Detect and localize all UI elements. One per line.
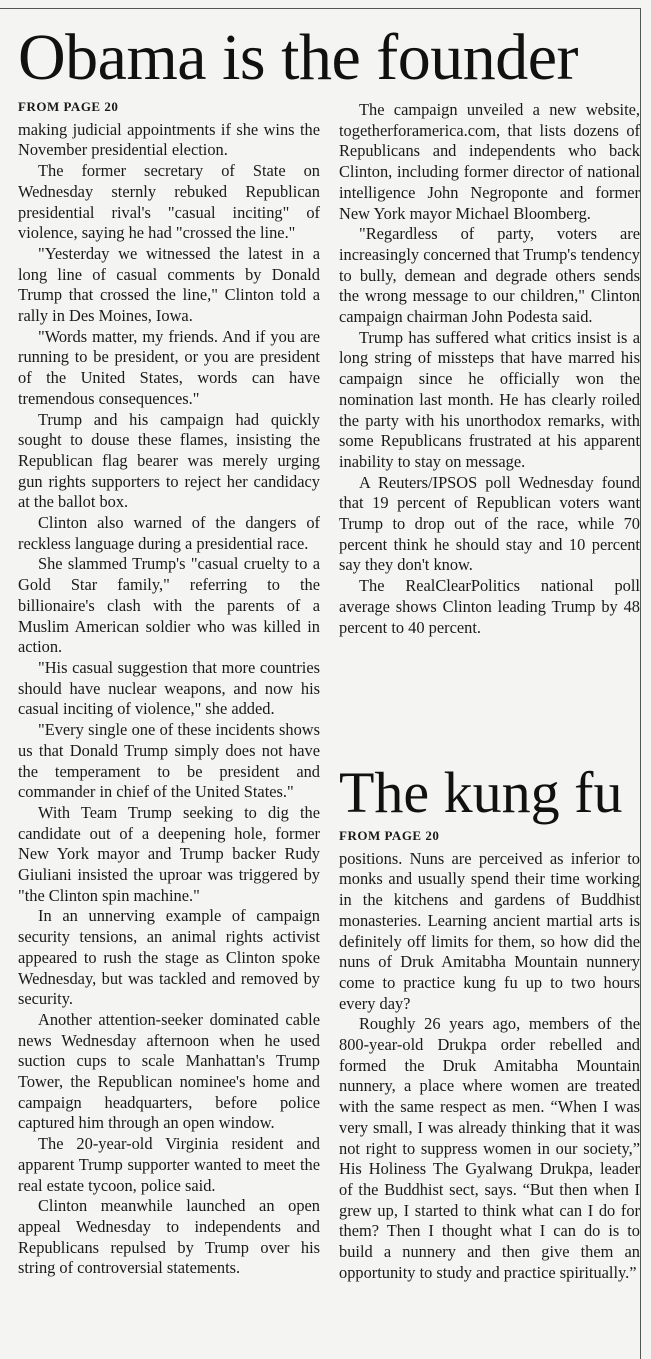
article1-paragraph: making judicial appointments if she wins the November presidential election.	[18, 119, 320, 160]
article1-paragraph: The former secretary of State on Wednesday sternly rebuked Republican presidential rival's "casual inciting" of violence, saying he had "crossed the line."	[18, 161, 320, 243]
article1-kicker: FROM PAGE 20	[18, 99, 119, 114]
article1-paragraph: Clinton also warned of the dangers of reckless language during a presidential race.	[18, 513, 320, 553]
article2-column	[339, 826, 640, 1352]
article1-paragraph: "Yesterday we witnessed the latest in a long line of casual comments by Donald Trump that crossed the line," Clinton told a rally in Des Moines, Iowa.	[18, 243, 320, 326]
article1-column-left	[18, 97, 320, 1352]
article1-column-right	[339, 100, 640, 814]
article1-paragraph: With Team Trump seeking to dig the candidate out of a deepening hole, former New York mayor and Trump backer Rudy Giuliani insisted the uproar was triggered by "the Clinton spin machine."	[18, 802, 320, 905]
article1-headline: Obama is the founder	[18, 21, 578, 94]
article2-kicker: FROM PAGE 20	[339, 828, 440, 843]
article1-paragraph: A Reuters/IPSOS poll Wednesday found that 19 percent of Republican voters want Trump to drop out of the race, while 70 percent think he should stay and 10 percent say they don't know.	[339, 472, 640, 575]
article1-paragraph: Trump has suffered what critics insist is a long string of missteps that have marred his campaign since he officially won the nomination last month. He has clearly roiled the party with his unorthodox remarks, with some Republicans frustrated at his apparent inability to stay on message.	[339, 327, 640, 471]
right-rule	[640, 8, 641, 1359]
article2-paragraph: positions. Nuns are perceived as inferior to monks and usually spend their time working in the kitchens and gardens of Buddhist monasteries. Learning ancient martial arts is definitely off limits for them, so how did the nuns of Druk Amitabha Mountain nunnery come to practice kung fu up to two hours every day?	[339, 848, 640, 1013]
article1-paragraph: Trump and his campaign had quickly sought to douse these flames, insisting the Republican flag bearer was merely urging gun rights supporters to reject her candidacy at the ballot box.	[18, 409, 320, 512]
article1-paragraph: She slammed Trump's "casual cruelty to a Gold Star family," referring to the billionaire's clash with the parents of a Muslim American soldier who was killed in action.	[18, 554, 320, 657]
article1-paragraph: "Words matter, my friends. And if you are running to be president, or you are president of the United States, words can have tremendous consequences."	[18, 326, 320, 408]
article1-paragraph: "Every single one of these incidents shows us that Donald Trump simply does not have the temperament to be president and commander in chief of the United States."	[18, 720, 320, 802]
article1-paragraph: "His casual suggestion that more countries should have nuclear weapons, and now his casual inciting of violence," she added.	[18, 657, 320, 719]
article1-paragraph: "Regardless of party, voters are increasingly concerned that Trump's tendency to bully, demean and degrade others sends the wrong message to our children," Clinton campaign chairman John Podesta said.	[339, 224, 640, 327]
article1-paragraph: The campaign unveiled a new website, togetherforamerica.com, that lists dozens of Republicans and independents who back Clinton, including former director of national intelligence John Negroponte and former New York mayor Michael Bloomberg.	[339, 100, 640, 223]
article1-paragraph: The 20-year-old Virginia resident and apparent Trump supporter wanted to meet the real estate tycoon, police said.	[18, 1134, 320, 1195]
article1-paragraph: Another attention-seeker dominated cable news Wednesday afternoon when he used suction cups to scale Manhattan's Trump Tower, the Republican nominee's home and campaign headquarters, before police captured him through an open window.	[18, 1009, 320, 1133]
article2-paragraph: Roughly 26 years ago, members of the 800-year-old Drukpa order rebelled and formed the Druk Amitabha Mountain nunnery, a place where women are treated with the same respect as men. “When I was very small, I was already thinking that it was not right to suppress women in our society,” His Holiness The Gyalwang Drukpa, leader of the Buddhist sect, says. “But then when I grew up, I started to think what can I do for them? Then I thought what I can do is to build a nunnery and then give them an opportunity to study and practice spiritually.”	[339, 1014, 640, 1282]
article1-paragraph: Clinton meanwhile launched an open appeal Wednesday to independents and Republicans repulsed by Trump over his string of controversial statements.	[18, 1196, 320, 1278]
article1-paragraph: The RealClearPolitics national poll average shows Clinton leading Trump by 48 percent to 40 percent.	[339, 576, 640, 637]
top-rule	[0, 8, 641, 9]
article2-headline: The kung fu	[339, 760, 623, 825]
article1-paragraph: In an unnerving example of campaign security tensions, an animal rights activist appeared to rush the stage as Clinton spoke Wednesday, but was tackled and removed by security.	[18, 906, 320, 1009]
